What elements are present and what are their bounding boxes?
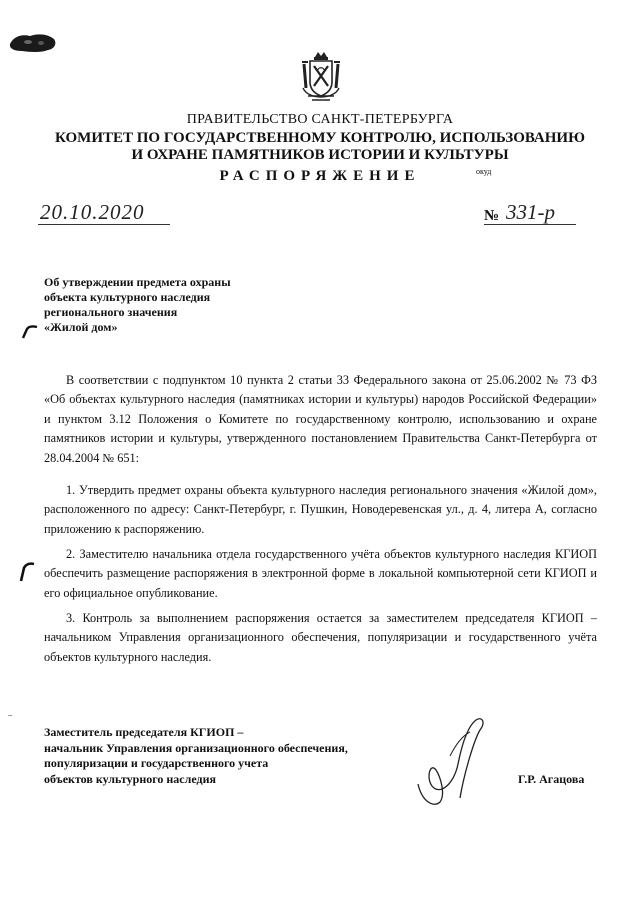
signatory-title-line: Заместитель председателя КГИОП –	[44, 725, 244, 739]
signatory-name: Г.Р. Агацова	[518, 772, 585, 786]
document-subject	[44, 275, 304, 335]
margin-check-mark-icon	[18, 562, 36, 582]
committee-line-1: КОМИТЕТ ПО ГОСУДАРСТВЕННОМУ КОНТРОЛЮ, ИСПОЛЬЗОВАНИЮ	[55, 130, 585, 146]
document-type: РАСПОРЯЖЕНИЕ	[219, 168, 421, 184]
signatory-title-line: начальник Управления организационного обеспечения,	[44, 740, 348, 755]
government-name: ПРАВИТЕЛЬСТВО САНКТ-ПЕТЕРБУРГА	[186, 112, 454, 127]
subject-line: «Жилой дом»	[44, 320, 118, 334]
signatory-title-line: объектов культурного наследия	[44, 771, 217, 786]
date-underline	[38, 224, 170, 225]
margin-check-mark-icon	[22, 325, 38, 339]
number-underline	[484, 224, 576, 225]
st-petersburg-coat-of-arms-icon	[298, 50, 344, 106]
okud-label: окуд	[476, 167, 492, 176]
subject-line: регионального значения	[44, 305, 178, 319]
ink-blot-icon	[8, 30, 58, 56]
clause-3-paragraph: 3. Контроль за выполнением распоряжения остается за заместителем председателя КГИОП – начальником Управления организационного обеспечения, популяризации и государственного учёта объектов культурного наследия.	[44, 611, 597, 664]
subject-line: Об утверждении предмета охраны	[44, 275, 231, 289]
number-label: №	[484, 208, 500, 224]
clause-2-paragraph: 2. Заместителю начальника отдела государственного учёта объектов культурного наследия КГИОП обеспечить размещение распоряжения в электронной форме в локальной компьютерной сети КГИОП и его официальное опубликование.	[44, 547, 597, 600]
signatory-title-line: популяризации и государственного учета	[44, 756, 269, 770]
document-date: 20.10.2020	[40, 200, 145, 224]
preamble-paragraph: В соответствии с подпунктом 10 пункта 2 статьи 33 Федерального закона от 25.06.2002 № 73 ФЗ «Об объектах культурного наследия (памятниках истории и культуры) народов Российской Федерации» и пунктом 3.12 Положения о Комитете по государственному контролю, использованию и охране памятников истории и культуры, утвержденного постановлением Правительства Санкт-Петербурга от 28.04.2004 № 651:	[44, 373, 597, 465]
committee-name	[0, 130, 640, 164]
handwritten-signature-icon	[410, 714, 490, 810]
margin-dash	[8, 715, 12, 716]
subject-line: объекта культурного наследия	[44, 290, 211, 304]
clause-1-paragraph: 1. Утвердить предмет охраны объекта культурного наследия регионального значения «Жилой дом», расположенного по адресу: Санкт-Петербург, г. Пушкин, Новодеревенская ул., д. 4, литера А, согласно приложению к распоряжению.	[44, 483, 597, 536]
document-number: 331-р	[506, 200, 555, 224]
signatory-title	[44, 725, 404, 787]
committee-line-2: И ОХРАНЕ ПАМЯТНИКОВ ИСТОРИИ И КУЛЬТУРЫ	[131, 147, 509, 163]
